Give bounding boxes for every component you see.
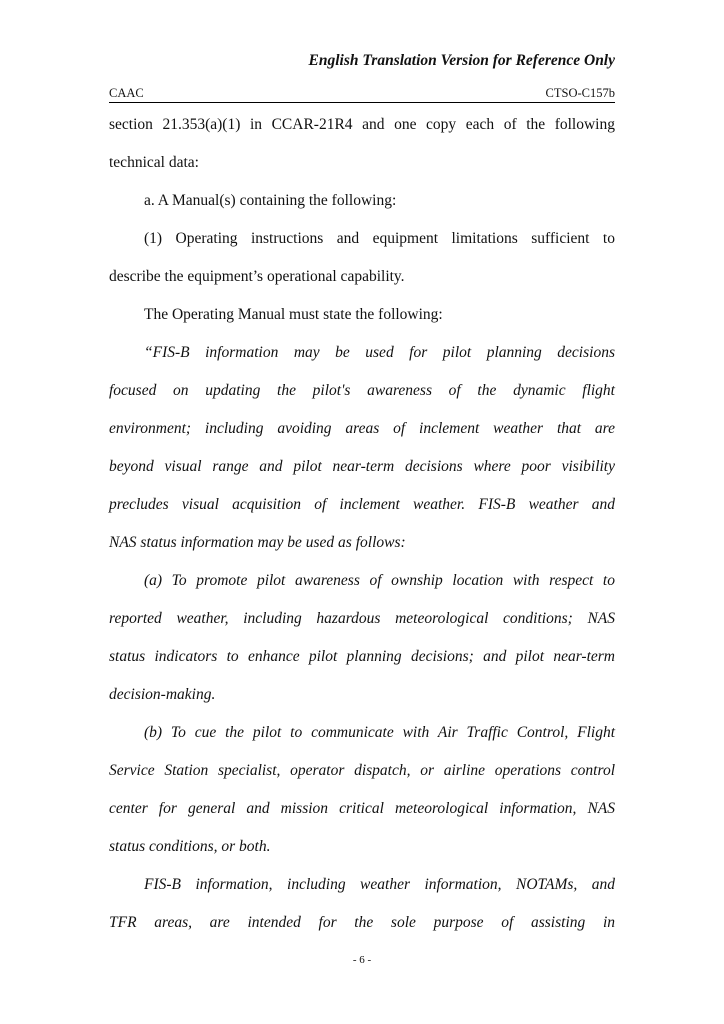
text-line: focused on updating the pilot's awareness of the dynamic flight <box>109 382 615 399</box>
text-line: a. A Manual(s) containing the following: <box>144 192 397 209</box>
text-line: describe the equipment’s operational capability. <box>109 268 405 285</box>
running-header <box>109 86 615 103</box>
text-line: (b) To cue the pilot to communicate with Air Traffic Control, Flight <box>144 724 615 741</box>
body-text <box>109 110 615 946</box>
text-line: “FIS-B information may be used for pilot planning decisions <box>144 344 615 361</box>
header-doc-id: CTSO-C157b <box>545 86 615 100</box>
text-line: technical data: <box>109 154 199 171</box>
text-line: environment; including avoiding areas of inclement weather that are <box>109 420 615 437</box>
text-line: FIS-B information, including weather information, NOTAMs, and <box>144 876 615 893</box>
text-line: reported weather, including hazardous meteorological conditions; NAS <box>109 610 615 627</box>
text-line: (1) Operating instructions and equipment limitations sufficient to <box>144 230 615 247</box>
text-line: Service Station specialist, operator dispatch, or airline operations control <box>109 762 615 779</box>
text-line: TFR areas, are intended for the sole purpose of assisting in <box>109 914 615 931</box>
header-org: CAAC <box>109 86 144 100</box>
text-line: (a) To promote pilot awareness of ownship location with respect to <box>144 572 615 589</box>
text-line: The Operating Manual must state the following: <box>144 306 443 323</box>
reference-note: English Translation Version for Reference Only <box>308 52 615 69</box>
text-line: center for general and mission critical meteorological information, NAS <box>109 800 615 817</box>
text-line: beyond visual range and pilot near-term decisions where poor visibility <box>109 458 615 475</box>
text-line: precludes visual acquisition of inclement weather. FIS-B weather and <box>109 496 615 513</box>
page-number: - 6 - <box>352 954 372 966</box>
text-line: status conditions, or both. <box>109 838 271 855</box>
text-line: status indicators to enhance pilot planning decisions; and pilot near-term <box>109 648 615 665</box>
text-line: NAS status information may be used as follows: <box>109 534 406 551</box>
text-line: decision-making. <box>109 686 216 703</box>
text-line: section 21.353(a)(1) in CCAR-21R4 and one copy each of the following <box>109 116 615 133</box>
